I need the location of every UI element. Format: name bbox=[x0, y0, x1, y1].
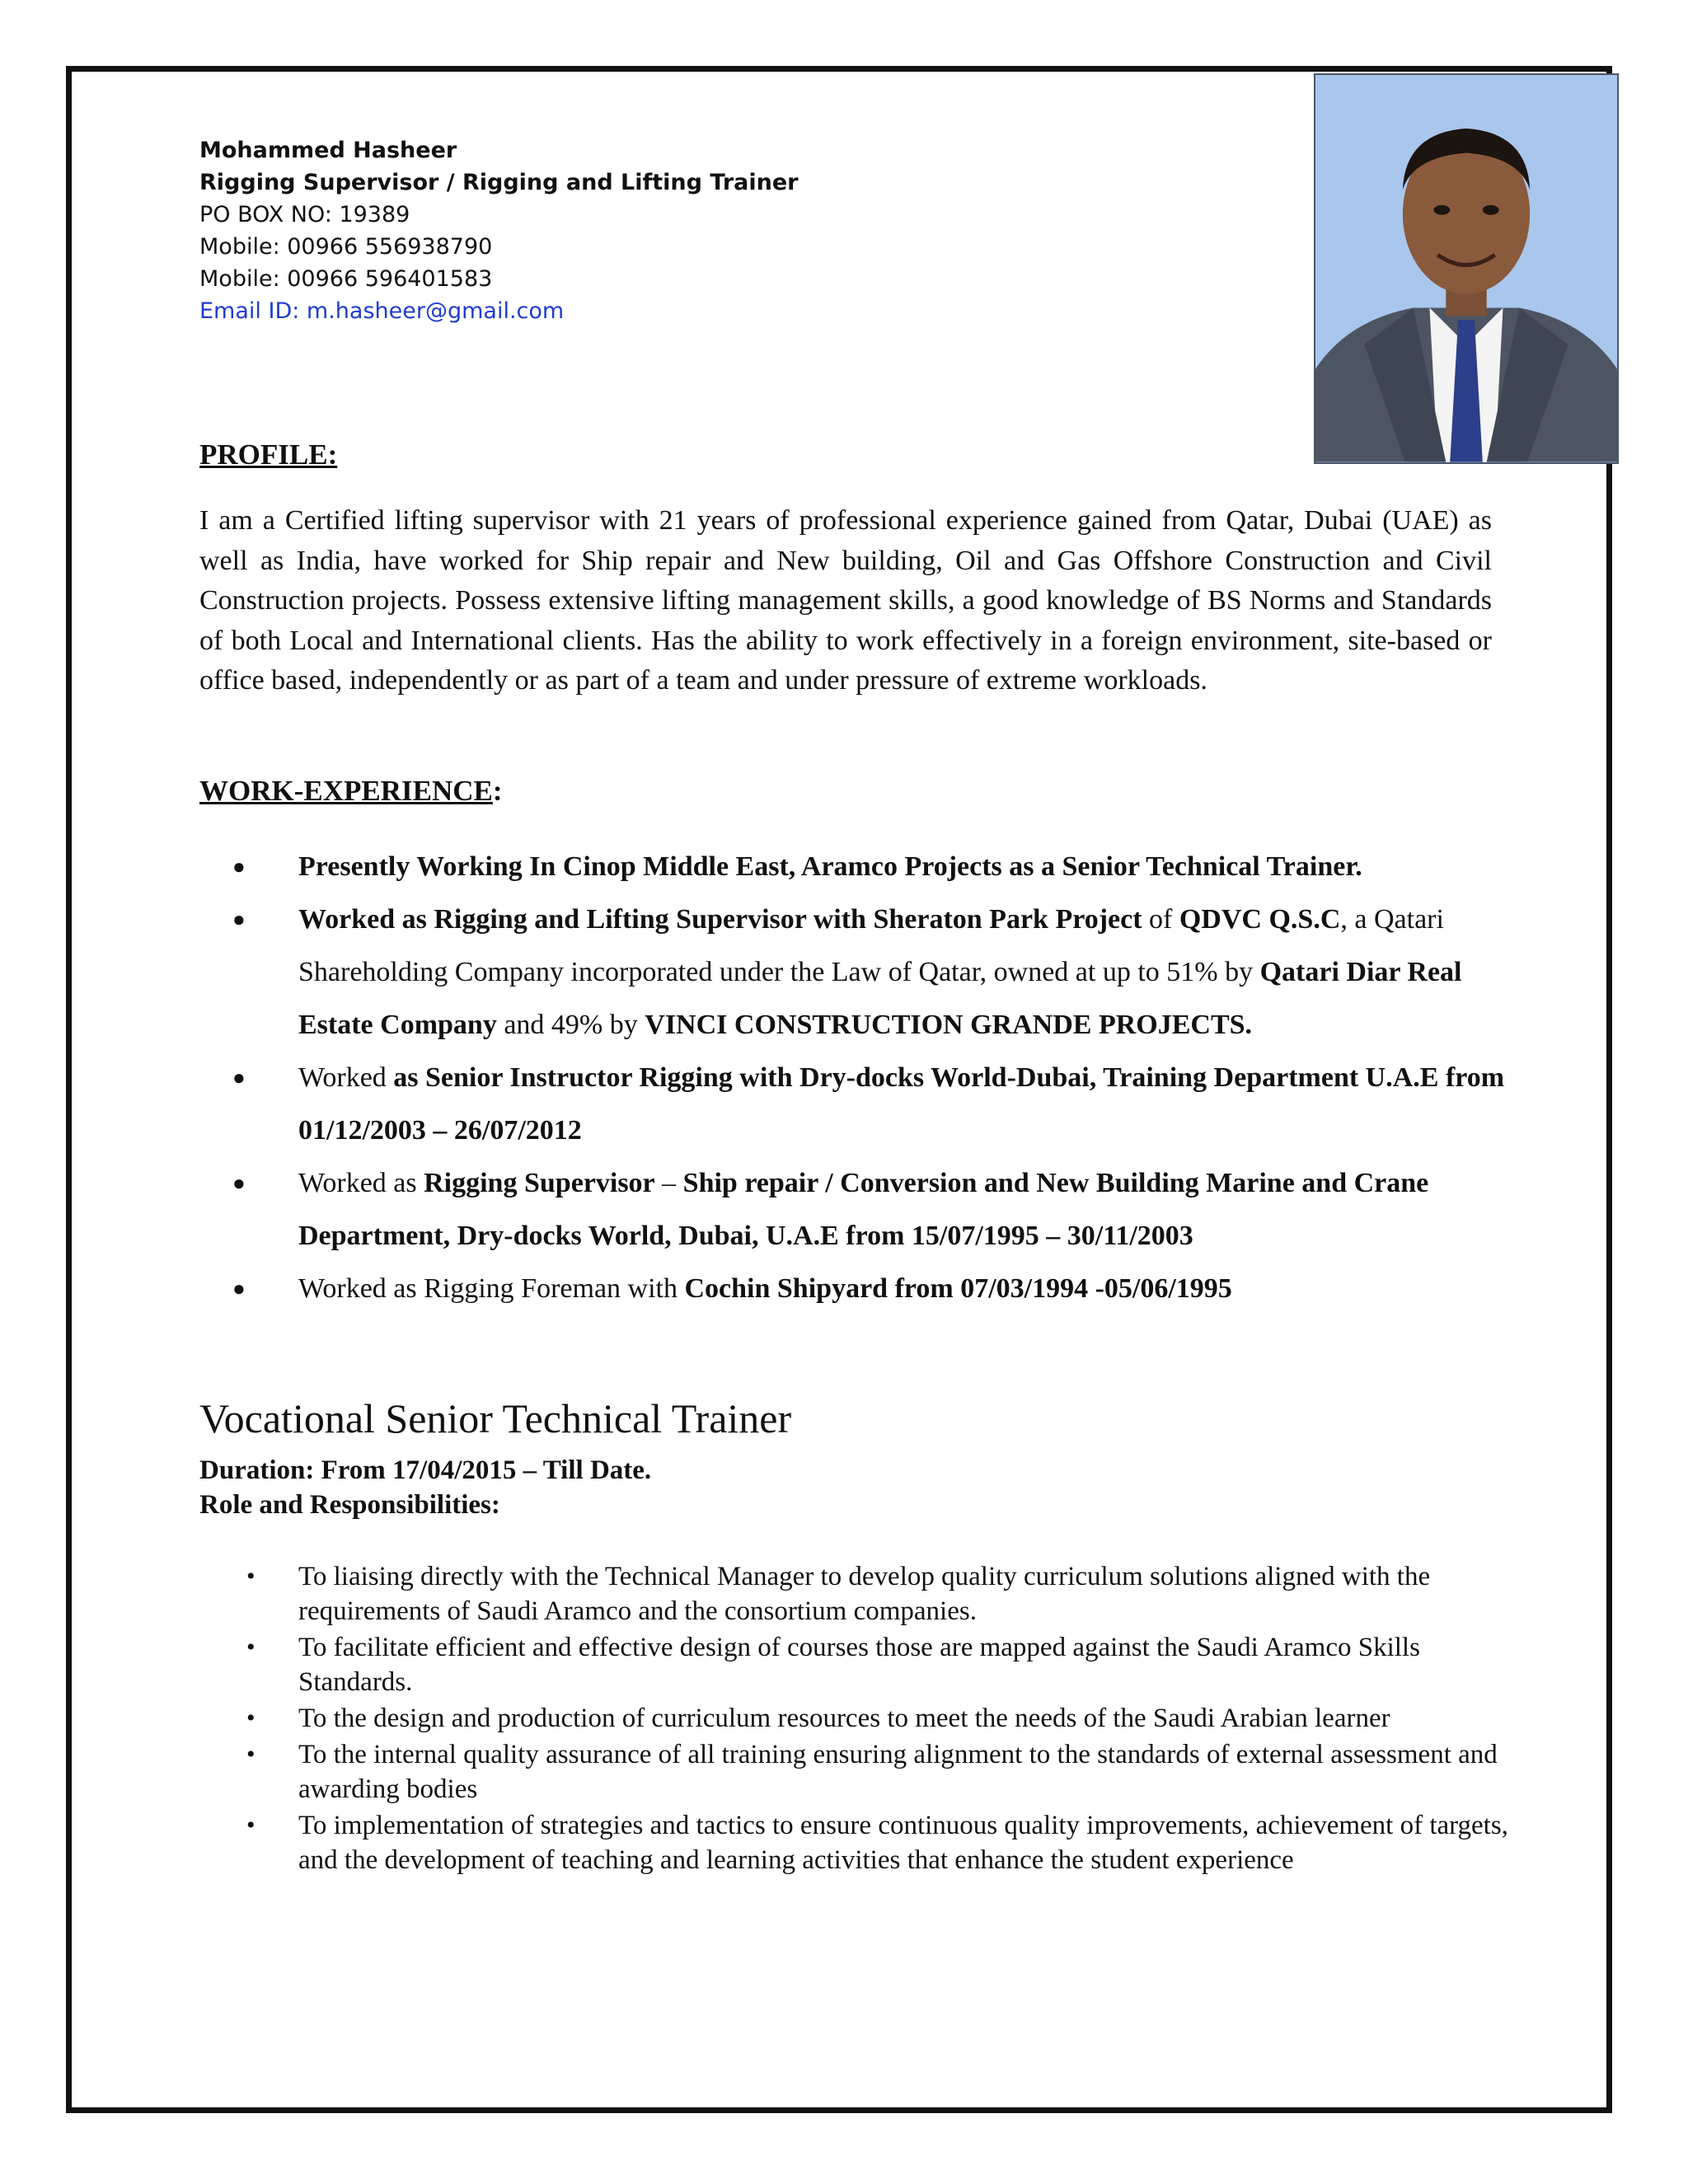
experience-company: QDVC Q.S.C bbox=[1179, 904, 1341, 935]
responsibility-text: To the design and production of curriculum resources to meet the needs of the Saudi Arabian learner bbox=[298, 1704, 1390, 1733]
experience-role: Rigging Supervisor bbox=[424, 1168, 655, 1198]
experience-role: Worked as Rigging and Lifting Supervisor with Sheraton Park Project bbox=[298, 904, 1142, 935]
bullet-icon: • bbox=[246, 1563, 256, 1590]
bullet-icon: ● bbox=[232, 907, 246, 931]
work-experience-heading bbox=[199, 775, 503, 808]
experience-text: , a Qatari Shareholding Company incorporated under the Law of Qatar, owned at up to 51% by bbox=[298, 904, 1444, 987]
experience-company: VINCI CONSTRUCTION GRANDE PROJECTS. bbox=[645, 1010, 1253, 1040]
list-item bbox=[199, 1630, 1518, 1699]
work-experience-label: WORK-EXPERIENCE bbox=[199, 775, 493, 807]
role-duration-block bbox=[199, 1453, 651, 1522]
work-experience-list bbox=[199, 841, 1518, 1315]
bullet-icon: • bbox=[246, 1741, 256, 1768]
list-item bbox=[199, 1052, 1518, 1157]
experience-text: Worked as bbox=[298, 1168, 424, 1198]
responsibility-text: To implementation of strategies and tactics to ensure continuous quality improvements, achievement of targets, and the development of teaching and learning activities that enhance the student experience bbox=[298, 1811, 1508, 1875]
list-item bbox=[199, 1263, 1518, 1315]
role-title: Vocational Senior Technical Trainer bbox=[199, 1395, 792, 1441]
experience-text: Worked bbox=[298, 1062, 394, 1093]
list-item bbox=[199, 1157, 1518, 1263]
mobile-number-2: Mobile: 00966 596401583 bbox=[199, 266, 493, 292]
experience-text: of bbox=[1142, 904, 1179, 935]
person-portrait-icon bbox=[1315, 75, 1617, 462]
mobile-number-1: Mobile: 00966 556938790 bbox=[199, 234, 493, 260]
experience-text: Presently Working In Cinop Middle East, Aramco Projects as a Senior Technical Trainer. bbox=[298, 851, 1362, 882]
responsibilities-heading: Role and Responsibilities: bbox=[199, 1490, 500, 1520]
bullet-icon: • bbox=[246, 1633, 256, 1661]
list-item bbox=[199, 1808, 1518, 1877]
email-link[interactable]: Email ID: m.hasheer@gmail.com bbox=[199, 298, 565, 324]
experience-text: – bbox=[654, 1168, 683, 1198]
candidate-title: Rigging Supervisor / Rigging and Lifting Trainer bbox=[199, 170, 799, 195]
bullet-icon: ● bbox=[232, 1066, 246, 1090]
bullet-icon: • bbox=[246, 1811, 256, 1839]
bullet-icon: ● bbox=[232, 1171, 246, 1195]
profile-photo bbox=[1314, 73, 1619, 464]
candidate-name: Mohammed Hasheer bbox=[199, 138, 457, 163]
profile-text: I am a Certified lifting supervisor with 21 years of professional experience gained from Qatar, Dubai (UAE) as well as India, have worked for Ship repair and New building, Oil and Gas Offshore Construction and Civil Construction projects. Possess extensive lifting management skills, a good knowledge of BS Norms and Standards of both Local and International clients. Has the ability to work effectively in a foreign environment, site-based or office based, independently or as part of a team and under pressure of extreme workloads. bbox=[199, 505, 1492, 696]
role-duration: Duration: From 17/04/2015 – Till Date. bbox=[199, 1455, 652, 1485]
experience-text: and 49% by bbox=[496, 1010, 645, 1040]
list-item bbox=[199, 1737, 1518, 1807]
responsibility-text: To facilitate efficient and effective design of courses those are mapped against the Saudi Aramco Skills Standards. bbox=[298, 1633, 1420, 1697]
profile-heading: PROFILE: bbox=[199, 438, 338, 471]
responsibility-text: To the internal quality assurance of all training ensuring alignment to the standards of external assessment and awarding bodies bbox=[298, 1740, 1498, 1804]
experience-text: Worked as Rigging Foreman with bbox=[298, 1273, 685, 1304]
list-item bbox=[199, 1701, 1518, 1736]
list-item bbox=[199, 1559, 1518, 1629]
experience-company: Ship repair / Conversion and New Building Marine and Crane Department, Dry-docks World, Dubai, U.A.E from 15/07/1995 – 30/11/2003 bbox=[298, 1168, 1429, 1251]
experience-company: Qatari Diar Real Estate Company bbox=[298, 957, 1462, 1040]
responsibilities-list bbox=[199, 1559, 1518, 1879]
experience-company: Cochin Shipyard from 07/03/1994 -05/06/1995 bbox=[684, 1273, 1232, 1304]
bullet-icon: ● bbox=[232, 1277, 246, 1301]
list-item bbox=[199, 841, 1518, 893]
experience-role: as Senior Instructor Rigging with Dry-docks World-Dubai, Training Department U.A.E from 01/12/2003 – 26/07/2012 bbox=[298, 1062, 1505, 1146]
work-experience-colon: : bbox=[492, 775, 503, 807]
bullet-icon: ● bbox=[232, 855, 246, 879]
contact-block bbox=[199, 134, 798, 327]
list-item bbox=[199, 893, 1518, 1052]
responsibility-text: To liaising directly with the Technical Manager to develop quality curriculum solutions aligned with the requirements of Saudi Aramco and the consortium companies. bbox=[298, 1562, 1431, 1626]
po-box: PO BOX NO: 19389 bbox=[199, 202, 410, 227]
bullet-icon: • bbox=[246, 1704, 256, 1732]
